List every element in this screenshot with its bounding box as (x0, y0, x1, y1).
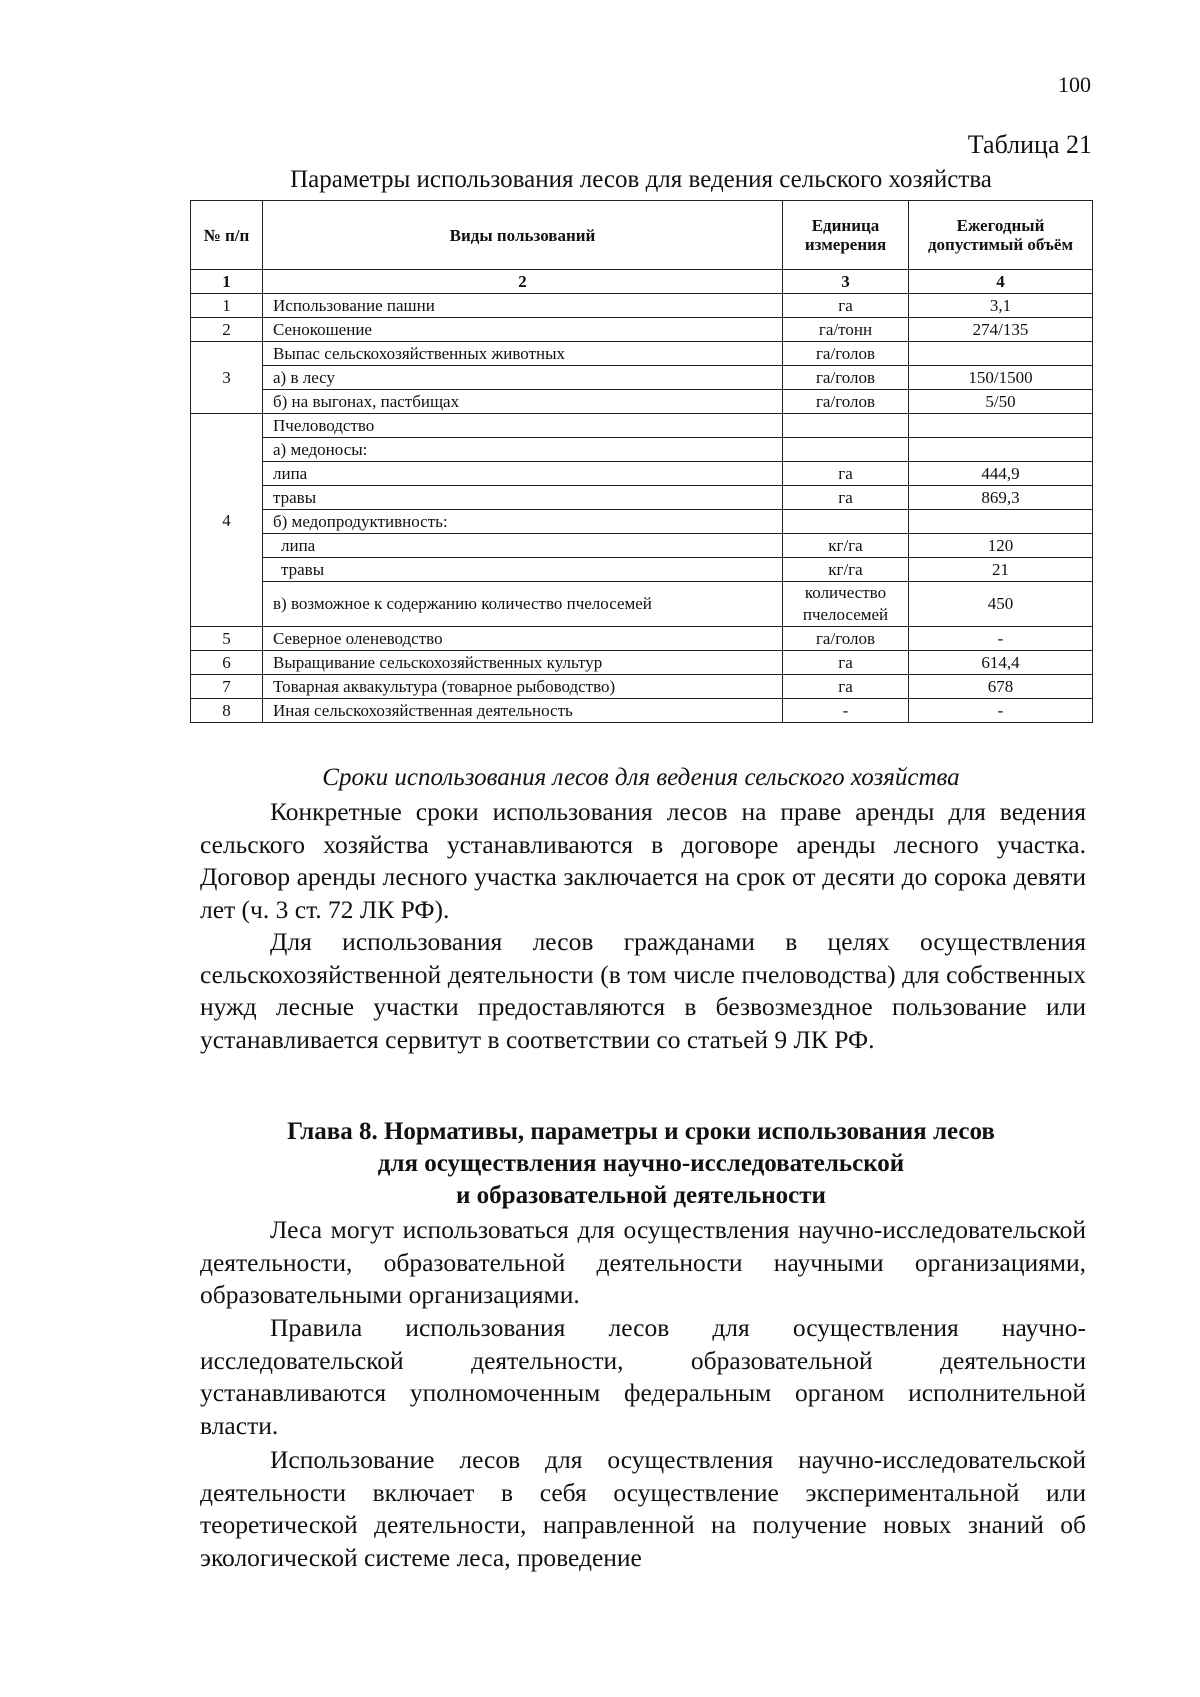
row-unit: га/голов (783, 627, 909, 651)
row-name: а) в лесу (263, 366, 783, 390)
row-unit: кг/га (783, 534, 909, 558)
row-name: липа (263, 462, 783, 486)
page-number: 100 (1058, 72, 1091, 97)
table-row (191, 318, 1093, 342)
column-number: 4 (909, 270, 1093, 294)
row-unit: кг/га (783, 558, 909, 582)
table-row (191, 342, 1093, 366)
chapter-title-line: и образовательной деятельности (456, 1182, 826, 1209)
row-name: б) медопродуктивность: (263, 510, 783, 534)
table-row (191, 510, 1093, 534)
table-row (191, 699, 1093, 723)
row-name: Пчеловодство (263, 414, 783, 438)
row-value: 120 (909, 534, 1093, 558)
table-row (191, 627, 1093, 651)
row-unit: га (783, 675, 909, 699)
row-unit: - (783, 699, 909, 723)
row-name: Использование пашни (263, 294, 783, 318)
body-paragraph: Леса могут использоваться для осуществления научно-исследовательской деятельности, образовательной деятельности научными организациями, образовательными организациями. (200, 1215, 1086, 1309)
chapter-title-line: Глава 8. Нормативы, параметры и сроки использования лесов (287, 1118, 995, 1145)
row-unit: га (783, 462, 909, 486)
row-value: 5/50 (909, 390, 1093, 414)
table-row (191, 294, 1093, 318)
body-paragraph: Правила использования лесов для осуществления научно-исследовательской деятельности, образовательной деятельности устанавливаются уполномоченным федеральным органом исполнительной власти. (200, 1313, 1086, 1440)
section-subtitle: Сроки использования лесов для ведения сельского хозяйства (322, 764, 960, 791)
row-number: 5 (191, 627, 263, 651)
row-value: 21 (909, 558, 1093, 582)
row-value (909, 342, 1093, 366)
table-row (191, 675, 1093, 699)
row-value: - (909, 699, 1093, 723)
column-number: 2 (263, 270, 783, 294)
row-value: 678 (909, 675, 1093, 699)
row-unit (783, 414, 909, 438)
row-name: Иная сельскохозяйственная деятельность (263, 699, 783, 723)
table-row (191, 462, 1093, 486)
table-row (191, 390, 1093, 414)
row-unit (783, 438, 909, 462)
header-unit: Единица измерения (783, 201, 909, 270)
row-value (909, 510, 1093, 534)
table-header-row (191, 201, 1093, 270)
table-row (191, 414, 1093, 438)
table-row (191, 486, 1093, 510)
row-unit: га (783, 294, 909, 318)
table-row (191, 558, 1093, 582)
row-value: 450 (909, 582, 1093, 627)
header-usage-type: Виды пользований (263, 201, 783, 270)
row-number: 2 (191, 318, 263, 342)
table-label: Таблица 21 (967, 130, 1092, 159)
row-unit: га (783, 486, 909, 510)
table-row (191, 651, 1093, 675)
row-value: 150/1500 (909, 366, 1093, 390)
row-number: 8 (191, 699, 263, 723)
row-name: а) медоносы: (263, 438, 783, 462)
table-row (191, 438, 1093, 462)
row-value: 274/135 (909, 318, 1093, 342)
row-name: Северное оленеводство (263, 627, 783, 651)
column-number: 3 (783, 270, 909, 294)
row-name: травы (263, 558, 783, 582)
row-value: 3,1 (909, 294, 1093, 318)
table-row (191, 582, 1093, 627)
row-value: 614,4 (909, 651, 1093, 675)
row-value: - (909, 627, 1093, 651)
parameters-table (190, 200, 1093, 723)
table-row (191, 366, 1093, 390)
table-title: Параметры использования лесов для ведения сельского хозяйства (290, 166, 992, 193)
row-number: 1 (191, 294, 263, 318)
row-number: 4 (191, 414, 263, 627)
row-unit: количество пчелосемей (783, 582, 909, 627)
row-unit: га/голов (783, 366, 909, 390)
header-annual-volume: Ежегодный допустимый объём (909, 201, 1093, 270)
row-value: 444,9 (909, 462, 1093, 486)
row-unit: га/тонн (783, 318, 909, 342)
row-name: липа (263, 534, 783, 558)
column-number: 1 (191, 270, 263, 294)
row-name: Выпас сельскохозяйственных животных (263, 342, 783, 366)
row-unit: га/голов (783, 342, 909, 366)
row-name: б) на выгонах, пастбищах (263, 390, 783, 414)
row-unit (783, 510, 909, 534)
body-paragraph: Конкретные сроки использования лесов на праве аренды для ведения сельского хозяйства устанавливаются в договоре аренды лесного участка. Договор аренды лесного участка заключается на срок от десяти до сорока девяти лет (ч. 3 ст. 72 ЛК РФ). (200, 797, 1086, 924)
body-paragraph: Использование лесов для осуществления научно-исследовательской деятельности включает в себя осуществление экспериментальной или теоретической деятельности, направленной на получение новых знаний об экологической системе леса, проведение (200, 1445, 1086, 1572)
row-number: 3 (191, 342, 263, 414)
table-row (191, 534, 1093, 558)
row-number: 7 (191, 675, 263, 699)
row-name: Сенокошение (263, 318, 783, 342)
header-number: № п/п (191, 201, 263, 270)
row-name: травы (263, 486, 783, 510)
chapter-title (190, 1116, 1092, 1212)
body-paragraph: Для использования лесов гражданами в целях осуществления сельскохозяйственной деятельности (в том числе пчеловодства) для собственных нужд лесные участки предоставляются в безвозмездное пользование или устанавливается сервитут в соответствии со статьей 9 ЛК РФ. (200, 927, 1086, 1054)
row-value: 869,3 (909, 486, 1093, 510)
chapter-title-line: для осуществления научно-исследовательской (377, 1150, 905, 1177)
row-name: Выращивание сельскохозяйственных культур (263, 651, 783, 675)
column-numbers-row (191, 270, 1093, 294)
row-name: Товарная аквакультура (товарное рыбоводство) (263, 675, 783, 699)
row-value (909, 414, 1093, 438)
row-unit: га/голов (783, 390, 909, 414)
row-unit: га (783, 651, 909, 675)
row-number: 6 (191, 651, 263, 675)
row-value (909, 438, 1093, 462)
row-name: в) возможное к содержанию количество пчелосемей (263, 582, 783, 627)
